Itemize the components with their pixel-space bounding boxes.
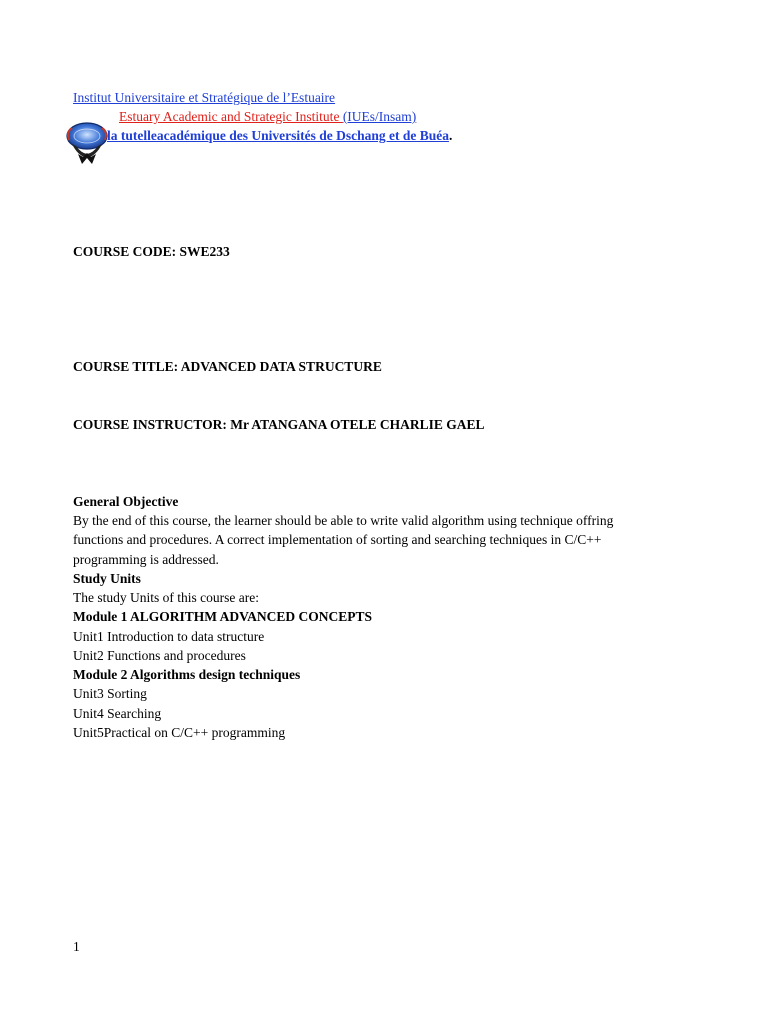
institute-en-link[interactable]: Estuary Academic and Strategic Institute bbox=[119, 109, 343, 124]
course-code: COURSE CODE: SWE233 bbox=[73, 244, 230, 259]
page-number: 1 bbox=[73, 939, 80, 954]
institute-abbr-link[interactable]: (IUEs/Insam) bbox=[342, 109, 417, 124]
header-institute-fr-line bbox=[73, 88, 335, 107]
unit-5: Unit5Practical on C/C++ programming bbox=[73, 725, 286, 740]
objective-line-3: programming is addressed. bbox=[73, 551, 219, 567]
unit-2: Unit2 Functions and procedures bbox=[73, 648, 246, 663]
module-2-heading: Module 2 Algorithms design techniques bbox=[73, 667, 301, 682]
header-tutelle-line bbox=[107, 126, 452, 145]
logo-emblem-icon bbox=[64, 120, 110, 164]
header-institute-en-line bbox=[119, 107, 416, 126]
tutelle-link[interactable]: la tutelleacadémique des Universités de Dschang et de Buéa bbox=[107, 128, 449, 143]
study-units-heading: Study Units bbox=[73, 571, 141, 586]
study-units-intro: The study Units of this course are: bbox=[73, 590, 259, 605]
unit-4: Unit4 Searching bbox=[73, 706, 162, 721]
module-1-heading: Module 1 ALGORITHM ADVANCED CONCEPTS bbox=[73, 609, 373, 624]
unit-3: Unit3 Sorting bbox=[73, 686, 147, 701]
objective-line-1: By the end of this course, the learner should be able to write valid algorithm using technique offring bbox=[73, 513, 614, 528]
objective-line-2: functions and procedures. A correct implementation of sorting and searching techniques in C/C++ bbox=[73, 532, 602, 548]
objective-paragraph bbox=[73, 511, 713, 569]
tutelle-period: . bbox=[448, 128, 453, 143]
course-instructor: COURSE INSTRUCTOR: Mr ATANGANA OTELE CHARLIE GAEL bbox=[73, 417, 485, 432]
institute-fr-link[interactable]: Institut Universitaire et Stratégique de l’Estuaire bbox=[73, 90, 336, 105]
course-title: COURSE TITLE: ADVANCED DATA STRUCTURE bbox=[73, 359, 382, 374]
institute-logo bbox=[64, 120, 110, 164]
objective-heading: General Objective bbox=[73, 494, 179, 509]
unit-1: Unit1 Introduction to data structure bbox=[73, 629, 265, 644]
